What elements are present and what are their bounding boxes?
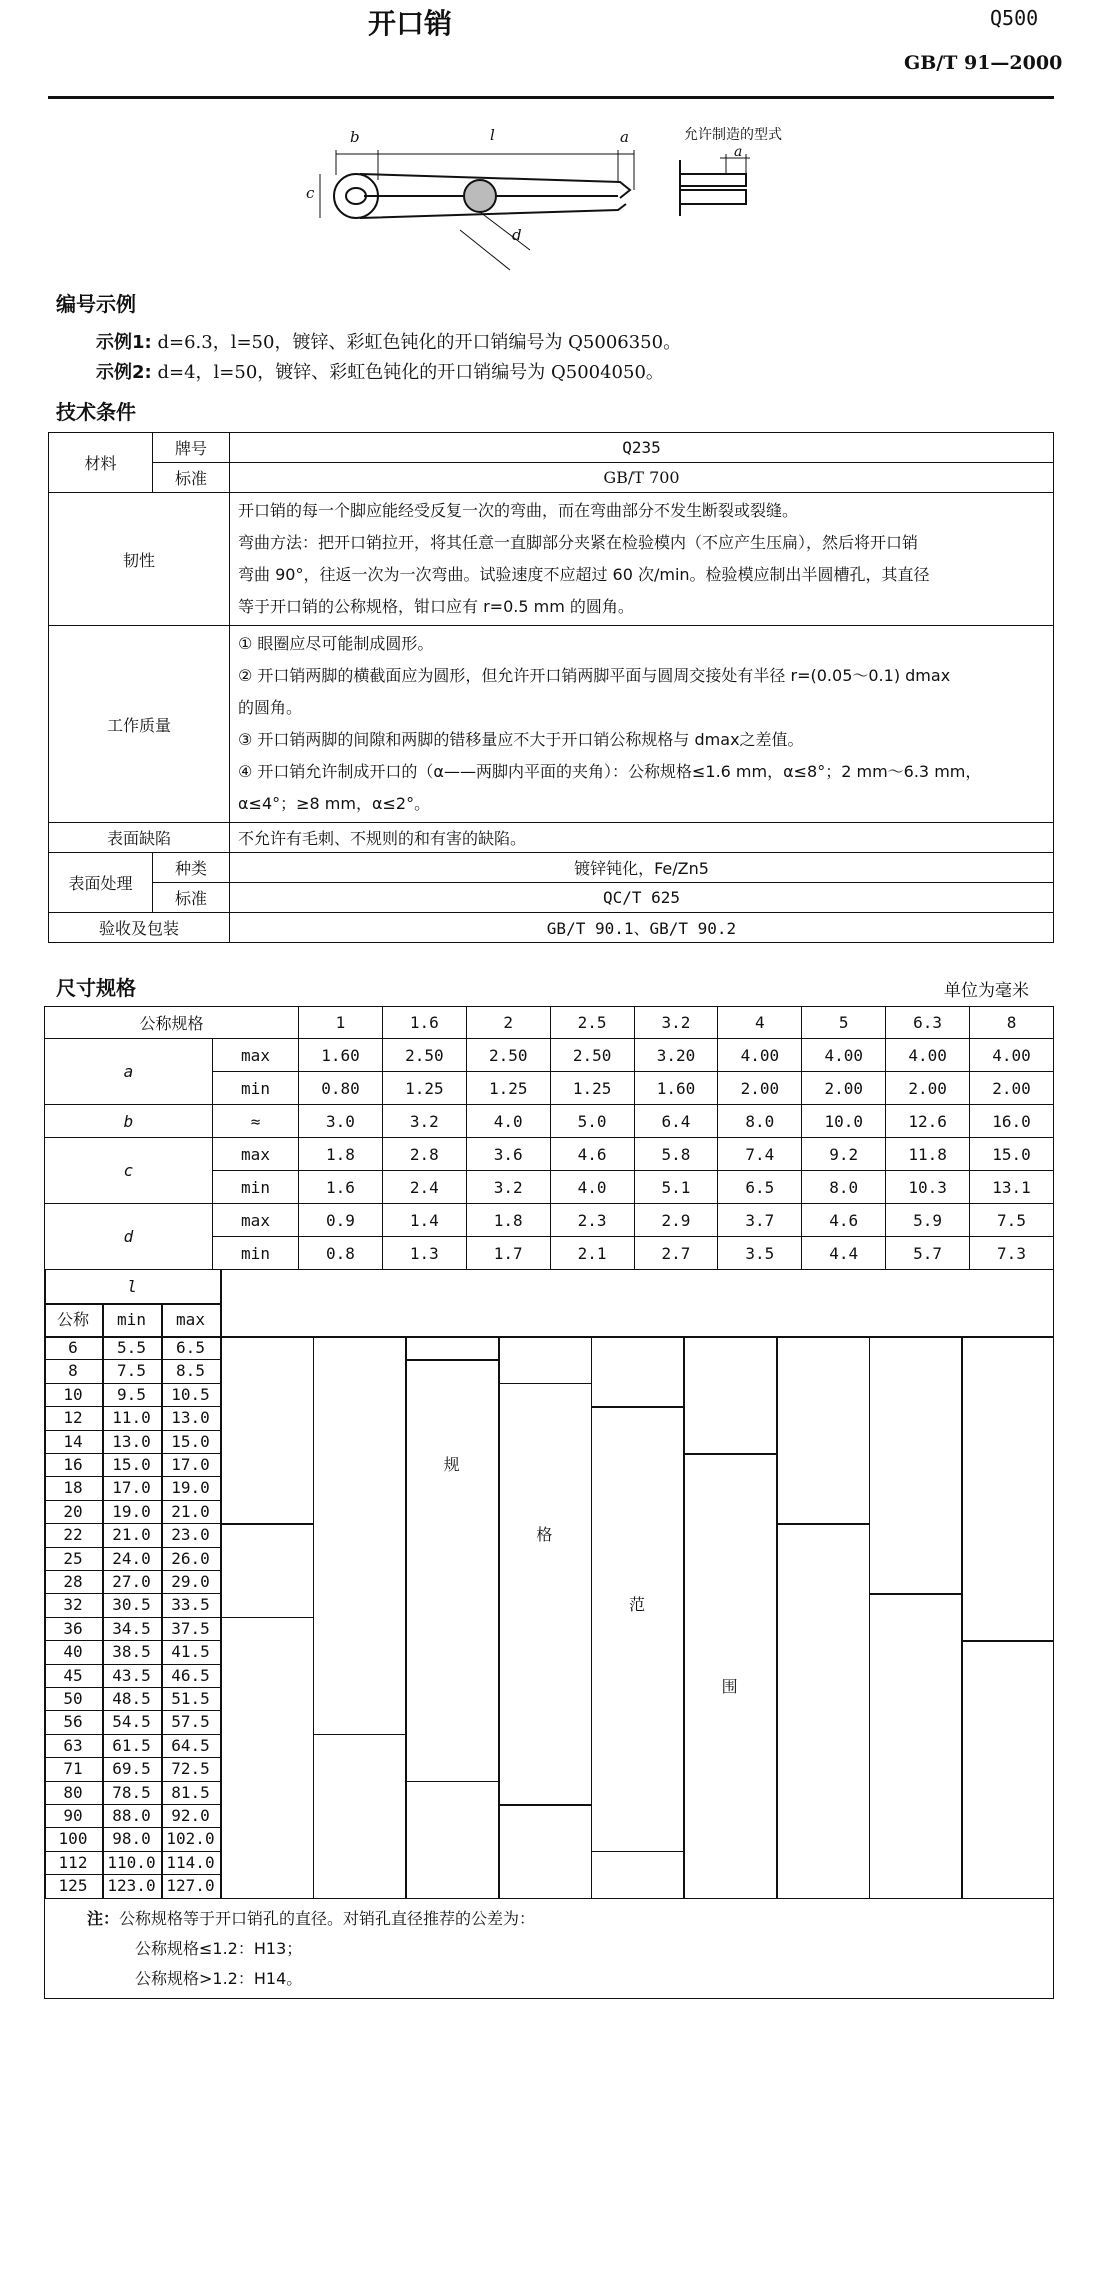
- param-sub: min: [213, 1072, 299, 1105]
- fig-label-d: d: [512, 226, 522, 244]
- size-header: 1.6: [382, 1007, 466, 1039]
- dims-value: 2.8: [382, 1138, 466, 1171]
- tech-acceptance: 验收及包装: [49, 913, 230, 943]
- length-max: 23.0: [171, 1525, 210, 1545]
- length-min: 9.5: [117, 1384, 146, 1404]
- page-title: 开口销: [368, 7, 453, 40]
- length-max: 26.0: [171, 1548, 210, 1568]
- length-min: 24.0: [112, 1548, 151, 1568]
- length-max: 15.0: [171, 1431, 210, 1451]
- dims-table: [44, 1006, 1054, 1270]
- dims-value: 7.3: [970, 1237, 1054, 1270]
- quality-line: ① 眼圈应尽可能制成圆形。: [238, 634, 434, 653]
- dims-row: [45, 1105, 1054, 1138]
- tech-defects: 表面缺陷: [49, 823, 230, 853]
- length-nominal: 18: [63, 1478, 83, 1498]
- dims-value: 3.2: [382, 1105, 466, 1138]
- length-max: 8.5: [176, 1361, 205, 1381]
- grid-line: [776, 1336, 778, 1898]
- note-text: 公称规格等于开口销孔的直径。对销孔直径推荐的公差为：: [119, 1908, 536, 1928]
- length-min: 27.0: [112, 1572, 151, 1591]
- toughness-line: 等于开口销的公称规格，钳口应有 r=0.5 mm 的圆角。: [238, 597, 634, 616]
- length-max: 102.0: [166, 1829, 215, 1849]
- dims-value: 4.6: [550, 1138, 634, 1171]
- dims-value: 4.0: [550, 1171, 634, 1204]
- tech-standard: 标准: [153, 463, 230, 493]
- toughness-line: 弯曲方法：把开口销拉开，将其任意一直脚部分夹紧在检验模内（不应产生压扁），然后将开口销: [238, 533, 919, 552]
- grid-line: [313, 1734, 406, 1736]
- grid-line: [869, 1593, 962, 1595]
- length-min: 21.0: [112, 1525, 151, 1545]
- length-min: 38.5: [112, 1642, 151, 1662]
- length-nominal: 71: [63, 1759, 83, 1779]
- length-section: [44, 1270, 1054, 1898]
- dims-value: 2.1: [550, 1237, 634, 1270]
- dims-value: 2.00: [718, 1072, 802, 1105]
- length-nominal: 125: [58, 1876, 88, 1896]
- length-nominal: 50: [63, 1689, 83, 1708]
- length-min: 19.0: [112, 1501, 151, 1521]
- length-max: 51.5: [171, 1689, 210, 1708]
- grid-line: [591, 1851, 684, 1853]
- size-header: 2: [466, 1007, 550, 1039]
- param-sub: ≈: [213, 1105, 299, 1138]
- length-nominal: 20: [63, 1501, 83, 1521]
- length-min: 30.5: [112, 1595, 151, 1615]
- tech-treatment: 表面处理: [49, 853, 153, 913]
- grid-line: [220, 1617, 313, 1619]
- param-sub: max: [213, 1204, 299, 1237]
- length-head: 公称: [56, 1310, 89, 1329]
- param-sub: max: [213, 1138, 299, 1171]
- dims-row: [45, 1138, 1054, 1171]
- example-2: [96, 358, 664, 384]
- dims-value: 5.9: [886, 1204, 970, 1237]
- length-nominal: 22: [63, 1525, 83, 1545]
- range-label: 围: [721, 1677, 738, 1697]
- param-sub: min: [213, 1171, 299, 1204]
- fig-label-b: b: [350, 128, 360, 146]
- tech-grade: 牌号: [153, 433, 230, 463]
- size-header: 4: [718, 1007, 802, 1039]
- dims-value: 1.60: [634, 1072, 718, 1105]
- dims-value: 10.3: [886, 1171, 970, 1204]
- param-cell: d: [45, 1204, 213, 1270]
- dims-value: 1.25: [466, 1072, 550, 1105]
- dims-value: 4.0: [466, 1105, 550, 1138]
- size-header: 1: [299, 1007, 383, 1039]
- length-label: l: [127, 1277, 137, 1296]
- length-max: 29.0: [171, 1572, 210, 1591]
- length-max: 19.0: [171, 1478, 210, 1498]
- dims-value: 9.2: [802, 1138, 886, 1171]
- length-min: 98.0: [112, 1829, 151, 1849]
- tech-table: [48, 432, 1054, 943]
- tech-quality-text: [230, 626, 1054, 823]
- note-line: 公称规格≤1.2：H13；: [135, 1938, 303, 1958]
- length-max: 37.5: [171, 1618, 210, 1638]
- grid-line: [1053, 1270, 1055, 1898]
- tech-kind: 种类: [153, 853, 230, 883]
- tech-treatment-standard: 标准: [153, 883, 230, 913]
- length-max: 57.5: [171, 1712, 210, 1732]
- dims-value: 1.8: [466, 1204, 550, 1237]
- grid-line: [313, 1336, 406, 1338]
- dims-value: 2.9: [634, 1204, 718, 1237]
- grid-line: [961, 1336, 963, 1898]
- grid-line: [220, 1523, 313, 1525]
- param-sub: min: [213, 1237, 299, 1270]
- dims-value: 12.6: [886, 1105, 970, 1138]
- numbering-heading: 编号示例: [56, 292, 136, 316]
- example-2-text: d=4，l=50，镀锌、彩虹色钝化的开口销编号为 Q5004050。: [157, 362, 664, 383]
- length-nominal: 16: [63, 1455, 83, 1474]
- dims-value: 4.4: [802, 1237, 886, 1270]
- dims-value: 2.50: [550, 1039, 634, 1072]
- cotter-pin-drawing: [300, 120, 800, 280]
- length-max: 6.5: [176, 1338, 205, 1357]
- example-2-label: 示例2:: [96, 362, 152, 383]
- length-min: 110.0: [107, 1852, 156, 1872]
- dims-value: 1.3: [382, 1237, 466, 1270]
- dims-value: 2.4: [382, 1171, 466, 1204]
- grid-line: [313, 1336, 315, 1898]
- length-max: 64.5: [171, 1735, 210, 1755]
- length-max: 127.0: [166, 1876, 215, 1896]
- length-nominal: 10: [63, 1384, 83, 1404]
- quality-line: 的圆角。: [238, 698, 303, 717]
- size-header: 2.5: [550, 1007, 634, 1039]
- dims-value: 4.00: [886, 1039, 970, 1072]
- length-nominal: 90: [63, 1806, 83, 1825]
- dims-value: 7.5: [970, 1204, 1054, 1237]
- grid-line: [776, 1523, 869, 1525]
- tech-defects-value: 不允许有毛刺、不规则的和有害的缺陷。: [230, 823, 1054, 853]
- example-1-text: d=6.3，l=50，镀锌、彩虹色钝化的开口销编号为 Q5006350。: [157, 332, 682, 353]
- param-cell: b: [45, 1105, 213, 1138]
- length-nominal: 14: [63, 1431, 83, 1451]
- dims-value: 15.0: [970, 1138, 1054, 1171]
- dims-value: 1.60: [299, 1039, 383, 1072]
- dims-value: 3.2: [466, 1171, 550, 1204]
- length-min: 88.0: [112, 1806, 151, 1825]
- length-min: 69.5: [112, 1759, 151, 1779]
- length-nominal: 40: [63, 1642, 83, 1662]
- quality-line: ② 开口销两脚的横截面应为圆形，但允许开口销两脚平面与圆周交接处有半径 r=(0.05～0.1) dmax: [238, 666, 951, 685]
- dims-value: 1.6: [299, 1171, 383, 1204]
- tech-standard-value: GB/T 700: [230, 463, 1054, 493]
- range-label: 格: [536, 1525, 553, 1545]
- grid-line: [683, 1336, 685, 1898]
- param-sub: max: [213, 1039, 299, 1072]
- dims-value: 1.4: [382, 1204, 466, 1237]
- fig-label-c: c: [306, 184, 315, 202]
- dims-row: [45, 1204, 1054, 1237]
- tech-treatment-standard-value: QC/T 625: [230, 883, 1054, 913]
- grid-line: [591, 1336, 593, 1898]
- tech-toughness-text: [230, 493, 1054, 626]
- length-nominal: 8: [68, 1361, 78, 1381]
- tech-grade-value: Q235: [230, 433, 1054, 463]
- dims-unit: 单位为毫米: [944, 981, 1029, 1001]
- dims-value: 3.0: [299, 1105, 383, 1138]
- note-line: 公称规格>1.2：H14。: [135, 1968, 303, 1988]
- dims-value: 4.6: [802, 1204, 886, 1237]
- dims-value: 3.6: [466, 1138, 550, 1171]
- fig-label-a: a: [620, 128, 629, 146]
- length-max: 41.5: [171, 1642, 210, 1662]
- note-box: [44, 1898, 1054, 1999]
- fig-side-caption: 允许制造的型式: [684, 127, 782, 143]
- grid-line: [498, 1383, 591, 1385]
- dims-value: 4.00: [970, 1039, 1054, 1072]
- grid-line: [498, 1804, 591, 1806]
- dims-value: 1.25: [550, 1072, 634, 1105]
- dims-value: 0.80: [299, 1072, 383, 1105]
- length-nominal: 32: [63, 1595, 83, 1615]
- page-code: Q500: [990, 6, 1039, 30]
- fig-label-l: l: [490, 126, 495, 144]
- length-nominal: 63: [63, 1735, 83, 1755]
- grid-line: [869, 1336, 871, 1898]
- dims-value: 16.0: [970, 1105, 1054, 1138]
- dims-value: 3.20: [634, 1039, 718, 1072]
- length-min: 78.5: [112, 1782, 151, 1802]
- param-cell: c: [45, 1138, 213, 1204]
- grid-line: [498, 1336, 500, 1898]
- length-max: 13.0: [171, 1408, 210, 1428]
- size-header: 3.2: [634, 1007, 718, 1039]
- dims-value: 1.8: [299, 1138, 383, 1171]
- grid-line: [683, 1453, 776, 1455]
- quality-line: ③ 开口销两脚的间隙和两脚的错移量应不大于开口销公称规格与 dmax之差值。: [238, 730, 804, 749]
- dims-value: 2.00: [886, 1072, 970, 1105]
- dims-value: 6.5: [718, 1171, 802, 1204]
- length-nominal: 36: [63, 1618, 83, 1638]
- dims-value: 5.0: [550, 1105, 634, 1138]
- length-min: 48.5: [112, 1689, 151, 1708]
- dims-row: [45, 1039, 1054, 1072]
- dims-value: 8.0: [802, 1171, 886, 1204]
- length-head: max: [176, 1310, 205, 1329]
- example-1: [96, 328, 681, 354]
- fig-side-a: a: [734, 144, 743, 160]
- tech-toughness: 韧性: [49, 493, 230, 626]
- length-min: 61.5: [112, 1735, 151, 1755]
- standard-number: GB/T 91—2000: [904, 52, 1063, 74]
- grid-line: [961, 1640, 1054, 1642]
- tech-kind-value: 镀锌钝化，Fe/Zn5: [230, 853, 1054, 883]
- length-min: 34.5: [112, 1618, 151, 1638]
- length-nominal: 45: [63, 1665, 83, 1685]
- dims-value: 2.00: [802, 1072, 886, 1105]
- length-min: 11.0: [112, 1408, 151, 1428]
- length-nominal: 56: [63, 1712, 83, 1732]
- length-max: 46.5: [171, 1665, 210, 1685]
- dims-value: 3.7: [718, 1204, 802, 1237]
- dims-value: 2.50: [466, 1039, 550, 1072]
- length-max: 21.0: [171, 1501, 210, 1521]
- size-header: 8: [970, 1007, 1054, 1039]
- length-min: 54.5: [112, 1712, 151, 1732]
- grid-line: [220, 1270, 222, 1898]
- dims-value: 2.00: [970, 1072, 1054, 1105]
- quality-line: α≤4°；≥8 mm，α≤2°。: [238, 794, 431, 813]
- example-1-label: 示例1:: [96, 332, 152, 353]
- length-nominal: 6: [68, 1338, 78, 1357]
- quality-line: ④ 开口销允许制成开口的（α——两脚内平面的夹角）：公称规格≤1.6 mm，α≤8°；2 mm～6.3 mm，: [238, 762, 982, 781]
- note-label: 注：: [87, 1908, 120, 1928]
- toughness-line: 开口销的每一个脚应能经受反复一次的弯曲，而在弯曲部分不发生断裂或裂缝。: [238, 501, 799, 520]
- dims-value: 1.7: [466, 1237, 550, 1270]
- dims-value: 4.00: [718, 1039, 802, 1072]
- dims-value: 2.7: [634, 1237, 718, 1270]
- nominal-size-label: 公称规格: [45, 1007, 299, 1039]
- note-line: [87, 1904, 1053, 1934]
- dims-value: 6.4: [634, 1105, 718, 1138]
- range-label: 规: [443, 1455, 460, 1474]
- dims-value: 10.0: [802, 1105, 886, 1138]
- header-rule: [48, 96, 1054, 99]
- dims-value: 5.7: [886, 1237, 970, 1270]
- size-header: 5: [802, 1007, 886, 1039]
- dims-value: 11.8: [886, 1138, 970, 1171]
- length-nominal: 25: [63, 1548, 83, 1568]
- size-header: 6.3: [886, 1007, 970, 1039]
- range-label: 范: [628, 1595, 645, 1615]
- dims-value: 5.1: [634, 1171, 718, 1204]
- tech-heading: 技术条件: [56, 400, 136, 424]
- dims-value: 4.00: [802, 1039, 886, 1072]
- dims-value: 13.1: [970, 1171, 1054, 1204]
- dims-value: 0.9: [299, 1204, 383, 1237]
- length-max: 10.5: [171, 1384, 210, 1404]
- toughness-line: 弯曲 90°，往返一次为一次弯曲。试验速度不应超过 60 次/min。检验模应制出半圆槽孔，其直径: [238, 565, 930, 584]
- tech-material: 材料: [49, 433, 153, 493]
- dims-value: 7.4: [718, 1138, 802, 1171]
- length-max: 81.5: [171, 1782, 210, 1802]
- grid-line: [405, 1359, 498, 1361]
- dims-value: 3.5: [718, 1237, 802, 1270]
- length-min: 123.0: [107, 1876, 156, 1896]
- tech-quality: 工作质量: [49, 626, 230, 823]
- dims-value: 2.50: [382, 1039, 466, 1072]
- length-nominal: 100: [58, 1829, 88, 1849]
- grid-line: [591, 1406, 684, 1408]
- length-nominal: 112: [58, 1852, 88, 1872]
- length-nominal: 28: [63, 1572, 83, 1591]
- length-min: 17.0: [112, 1478, 151, 1498]
- length-max: 72.5: [171, 1759, 210, 1779]
- dims-heading: 尺寸规格: [56, 976, 136, 1000]
- length-min: 15.0: [112, 1455, 151, 1474]
- length-max: 17.0: [171, 1455, 210, 1474]
- length-max: 114.0: [166, 1852, 215, 1872]
- length-nominal: 80: [63, 1782, 83, 1802]
- dims-value: 8.0: [718, 1105, 802, 1138]
- length-min: 5.5: [117, 1338, 146, 1357]
- length-min: 7.5: [117, 1361, 146, 1381]
- length-nominal: 12: [63, 1408, 83, 1428]
- dims-value: 2.3: [550, 1204, 634, 1237]
- grid-line: [405, 1336, 407, 1898]
- tech-acceptance-value: GB/T 90.1、GB/T 90.2: [230, 913, 1054, 943]
- param-cell: a: [45, 1039, 213, 1105]
- dims-value: 0.8: [299, 1237, 383, 1270]
- length-max: 33.5: [171, 1595, 210, 1615]
- length-head: min: [117, 1310, 146, 1329]
- grid-line: [405, 1781, 498, 1783]
- dims-value: 1.25: [382, 1072, 466, 1105]
- dims-value: 5.8: [634, 1138, 718, 1171]
- length-min: 13.0: [112, 1431, 151, 1451]
- length-max: 92.0: [171, 1806, 210, 1825]
- length-min: 43.5: [112, 1665, 151, 1685]
